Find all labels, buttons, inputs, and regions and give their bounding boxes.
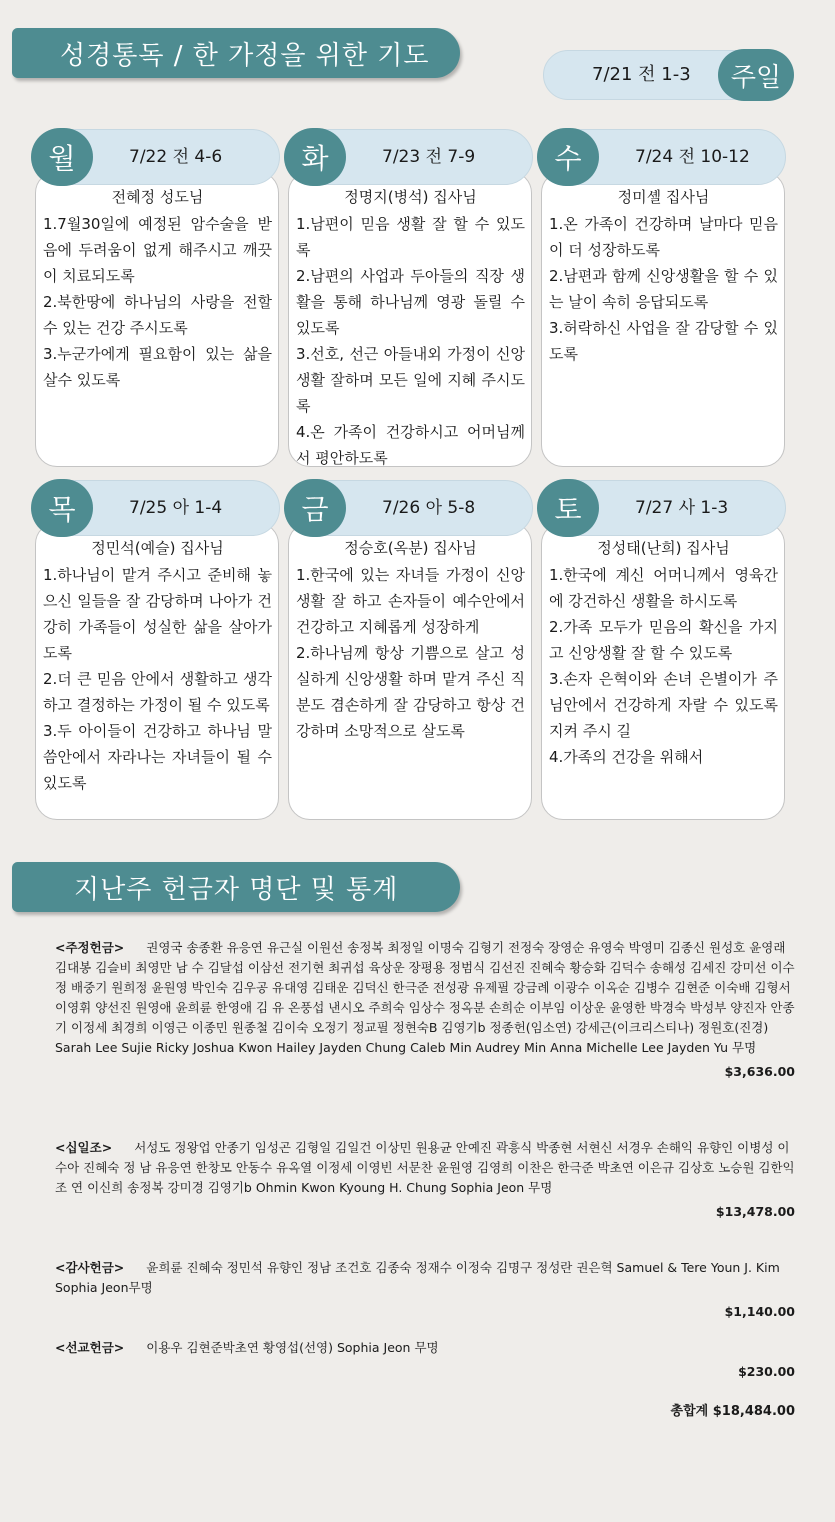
prayer-name: 전혜정 성도님 — [111, 188, 204, 206]
day-badge: 수 — [537, 128, 599, 186]
offering-label: <선교헌금> — [55, 1340, 125, 1355]
page-title-banner — [12, 28, 460, 78]
prayer-box — [35, 171, 279, 467]
offering-amount: $230.00 — [738, 1364, 795, 1379]
page-title: 성경통독 / 한 가정을 위한 기도 — [60, 40, 430, 71]
day-header — [32, 480, 280, 536]
donor-list: 윤희륜 진혜숙 정민석 유향인 정남 조건호 김종숙 정재수 이정숙 김명구 정성란 권은혁 Samuel & Tere Youn J. Kim Sophia Jeon무명 — [55, 1260, 780, 1295]
prayer-item: 3.손자 은혁이와 손녀 은별이가 주님안에서 건강하게 자랄 수 있도록 지켜 주시 길 — [549, 670, 778, 740]
day-header — [538, 480, 786, 536]
prayer-name: 정승호(옥분) 집사님 — [344, 539, 477, 557]
offering-amount: $1,140.00 — [724, 1304, 795, 1319]
offering-section-thanks — [55, 1258, 795, 1322]
prayer-item: 1.남편이 믿음 생활 잘 할 수 있도록 — [296, 215, 525, 259]
donor-list: 서성도 정왕업 안종기 임성곤 김형일 김일건 이상민 원용균 안예진 곽흥식 박종현 서현신 서경우 손해익 유향인 이병성 이수아 진혜숙 정 남 유응연 한창모 안동수 유옥열 이정세 이영빈 서문찬 윤원영 김영희 이찬은 한극준 박초연 이은규 김상호 노승원 김한익 조 연 이신희 송정복 강미경 김영기b Ohmin Kwon Kyoung H. Chung Sophia Jeon 무명 — [55, 1140, 795, 1195]
day-badge: 화 — [284, 128, 346, 186]
sunday-reading — [543, 50, 793, 100]
donor-list: 권영국 송종환 유응연 유근실 이원선 송정복 최정일 이명숙 김형기 전정숙 장영순 유영숙 박영미 김종신 원성호 윤영래 김대봉 김슬비 최영만 남 수 김달섭 이삼선 전기현 최귀섭 육상운 장평용 정범식 김선진 진혜숙 황승화 김덕수 송해성 김세진 강미선 이수정 배중기 원희정 윤원영 박인숙 김우공 유대영 김태운 김덕신 한극준 전성광 유제필 강금례 이광수 이옥순 김병수 김현준 이숙배 김형서 이영휘 양선진 원영애 윤희륜 한영애 김 유 온풍섭 낸시오 주희숙 임상수 정옥분 손희순 이부임 이상운 윤영한 박경숙 박성부 양진자 안종기 이정세 최경희 이영근 이종민 원종철 김이숙 오정기 정교필 정현숙B 김영기b 정종헌(임소연) 강세근(이크리스티나) 정원호(진경) Sarah Lee Sujie Ricky Joshua Kwon Hailey Jayden Chung Caleb Min Audrey Min Anna Michelle Lee Jayden Yu 무명 — [55, 940, 795, 1055]
reading-ref: 7/27 사 1-3 — [635, 498, 729, 518]
prayer-item: 2.북한땅에 하나님의 사랑을 전할 수 있는 건강 주시도록 — [43, 293, 272, 337]
offering-names — [55, 1258, 795, 1298]
reading-ref: 7/26 아 5-8 — [382, 498, 476, 518]
prayer-item: 3.두 아이들이 건강하고 하나님 말씀안에서 자라나는 자녀들이 될 수 있도록 — [43, 722, 272, 792]
sunday-day-badge: 주일 — [718, 49, 794, 101]
prayer-item: 1.하나님이 맡겨 주시고 준비해 놓으신 일들을 잘 감당하며 나아가 건강히 가족들이 성실한 삶을 살아가도록 — [43, 566, 272, 662]
prayer-item: 3.허락하신 사업을 잘 감당할 수 있도록 — [549, 319, 778, 363]
prayer-name: 정성태(난희) 집사님 — [597, 539, 730, 557]
prayer-box — [288, 171, 532, 467]
offering-label: <주정헌금> — [55, 940, 125, 955]
reading-ref: 7/23 전 7-9 — [382, 147, 476, 167]
offering-names — [55, 1138, 795, 1198]
prayer-item: 2.하나님께 항상 기쁨으로 살고 성실하게 신앙생활 하며 맡겨 주신 직분도 겸손하게 잘 감당하고 항상 건강하며 소망적으로 살도록 — [296, 644, 525, 740]
prayer-item: 4.온 가족이 건강하시고 어머님께서 평안하도록 — [296, 423, 525, 467]
day-header — [32, 129, 280, 185]
prayer-item: 1.한국에 계신 어머니께서 영육간에 강건하신 생활을 하시도록 — [549, 566, 778, 610]
reading-ref: 7/22 전 4-6 — [129, 147, 223, 167]
prayer-box — [541, 171, 785, 467]
offering-amount: $3,636.00 — [724, 1064, 795, 1079]
offering-names — [55, 1338, 795, 1358]
day-header — [538, 129, 786, 185]
offering-label: <십일조> — [55, 1140, 113, 1155]
prayer-item: 4.가족의 건강을 위해서 — [549, 748, 704, 766]
prayer-name: 정민석(예슬) 집사님 — [91, 539, 224, 557]
prayer-list — [296, 211, 525, 471]
reading-ref: 7/24 전 10-12 — [635, 147, 750, 167]
offering-title-banner — [12, 862, 460, 912]
offering-total: 총합계 $18,484.00 — [670, 1404, 795, 1419]
day-header — [285, 129, 533, 185]
day-badge: 월 — [31, 128, 93, 186]
prayer-item: 3.누군가에게 필요함이 있는 삶을 살수 있도록 — [43, 345, 272, 389]
reading-ref: 7/25 아 1-4 — [129, 498, 223, 518]
offering-section-mission — [55, 1338, 795, 1382]
prayer-box — [35, 522, 279, 820]
day-header — [285, 480, 533, 536]
prayer-list — [43, 211, 272, 393]
prayer-item: 1.온 가족이 건강하며 날마다 믿음이 더 성장하도록 — [549, 215, 778, 259]
offering-title: 지난주 헌금자 명단 및 통계 — [74, 874, 399, 905]
offering-label: <감사헌금> — [55, 1260, 125, 1275]
day-badge: 금 — [284, 479, 346, 537]
prayer-item: 2.남편과 함께 신앙생활을 할 수 있는 날이 속히 응답되도록 — [549, 267, 778, 311]
day-badge: 목 — [31, 479, 93, 537]
prayer-item: 2.가족 모두가 믿음의 확신을 가지고 신앙생활 잘 할 수 있도록 — [549, 618, 778, 662]
offering-section-weekly — [55, 938, 795, 1082]
prayer-list — [549, 562, 778, 770]
prayer-list — [549, 211, 778, 367]
day-badge: 토 — [537, 479, 599, 537]
prayer-list — [296, 562, 525, 744]
donor-list: 이용우 김현준박초연 황영섭(선영) Sophia Jeon 무명 — [146, 1340, 439, 1355]
offering-amount: $13,478.00 — [715, 1204, 795, 1219]
prayer-name: 정미셸 집사님 — [617, 188, 710, 206]
offering-section-tithe — [55, 1138, 795, 1222]
offering-names — [55, 938, 795, 1058]
prayer-box — [541, 522, 785, 820]
prayer-item: 3.선호, 선근 아들내외 가정이 신앙생활 잘하며 모든 일에 지혜 주시도록 — [296, 345, 525, 415]
prayer-item: 1.7월30일에 예정된 암수술을 받음에 두려움이 없게 해주시고 깨끗이 치료되도록 — [43, 215, 272, 285]
prayer-item: 2.더 큰 믿음 안에서 생활하고 생각하고 결정하는 가정이 될 수 있도록 — [43, 670, 272, 714]
prayer-item: 2.남편의 사업과 두아들의 직장 생활을 통해 하나님께 영광 돌릴 수 있도록 — [296, 267, 525, 337]
prayer-box — [288, 522, 532, 820]
prayer-item: 1.한국에 있는 자녀들 가정이 신앙생활 잘 하고 손자들이 예수안에서 건강하고 지혜롭게 성장하게 — [296, 566, 525, 636]
sunday-reading-ref: 7/21 전 1-3 — [592, 64, 691, 85]
prayer-name: 정명지(병석) 집사님 — [344, 188, 477, 206]
prayer-list — [43, 562, 272, 796]
